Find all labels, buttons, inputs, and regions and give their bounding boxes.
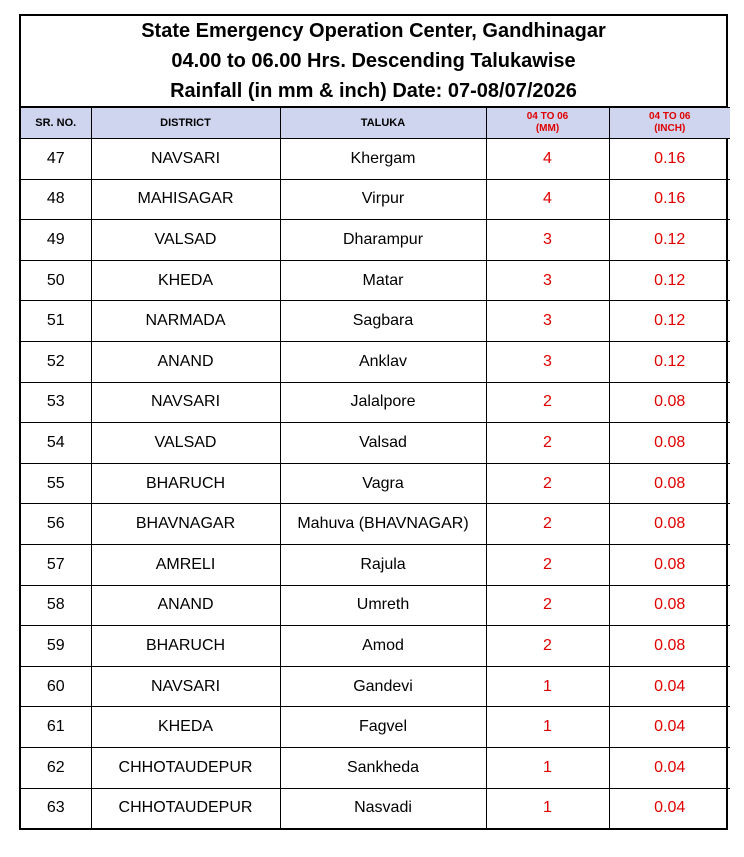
cell-rain-mm: 2	[486, 463, 609, 504]
table-row	[21, 626, 730, 667]
table-row	[21, 220, 730, 261]
cell-sr-no: 55	[21, 463, 91, 504]
cell-taluka: Vagra	[280, 463, 486, 504]
header-district: DISTRICT	[91, 108, 280, 139]
cell-district: NAVSARI	[91, 139, 280, 180]
cell-district: ANAND	[91, 585, 280, 626]
cell-district: KHEDA	[91, 260, 280, 301]
cell-rain-mm: 1	[486, 707, 609, 748]
table-row	[21, 788, 730, 828]
cell-sr-no: 52	[21, 341, 91, 382]
table-row	[21, 463, 730, 504]
cell-rain-mm: 2	[486, 544, 609, 585]
cell-sr-no: 62	[21, 747, 91, 788]
header-mm	[486, 108, 609, 139]
cell-taluka: Virpur	[280, 179, 486, 220]
cell-rain-mm: 4	[486, 179, 609, 220]
cell-rain-mm: 2	[486, 585, 609, 626]
cell-rain-inch: 0.12	[609, 260, 730, 301]
title-line-3: Rainfall (in mm & inch) Date: 07-08/07/2026	[170, 80, 577, 102]
table-row	[21, 423, 730, 464]
cell-district: NAVSARI	[91, 382, 280, 423]
cell-rain-inch: 0.04	[609, 788, 730, 828]
cell-rain-mm: 2	[486, 423, 609, 464]
cell-district: ANAND	[91, 341, 280, 382]
cell-sr-no: 50	[21, 260, 91, 301]
cell-rain-mm: 2	[486, 626, 609, 667]
table-row	[21, 504, 730, 545]
cell-taluka: Jalalpore	[280, 382, 486, 423]
cell-district: VALSAD	[91, 220, 280, 261]
table-row	[21, 139, 730, 180]
cell-rain-inch: 0.04	[609, 747, 730, 788]
cell-rain-inch: 0.04	[609, 707, 730, 748]
cell-district: CHHOTAUDEPUR	[91, 788, 280, 828]
cell-district: NARMADA	[91, 301, 280, 342]
cell-district: KHEDA	[91, 707, 280, 748]
table-row	[21, 301, 730, 342]
cell-taluka: Sagbara	[280, 301, 486, 342]
cell-district: BHAVNAGAR	[91, 504, 280, 545]
header-inch	[609, 108, 730, 139]
header-mm-line2: (MM)	[535, 123, 560, 134]
cell-rain-mm: 3	[486, 301, 609, 342]
cell-taluka: Gandevi	[280, 666, 486, 707]
cell-rain-inch: 0.12	[609, 341, 730, 382]
cell-taluka: Umreth	[280, 585, 486, 626]
rainfall-table	[21, 107, 730, 828]
cell-district: BHARUCH	[91, 463, 280, 504]
cell-taluka: Rajula	[280, 544, 486, 585]
cell-rain-inch: 0.12	[609, 301, 730, 342]
cell-taluka: Sankheda	[280, 747, 486, 788]
cell-taluka: Mahuva (BHAVNAGAR)	[280, 504, 486, 545]
cell-sr-no: 51	[21, 301, 91, 342]
rainfall-report	[19, 14, 728, 830]
header-inch-line1: 04 TO 06	[648, 111, 691, 122]
cell-rain-mm: 4	[486, 139, 609, 180]
report-title	[21, 16, 726, 107]
header-sr-no: SR. NO.	[21, 108, 91, 139]
cell-sr-no: 49	[21, 220, 91, 261]
table-row	[21, 585, 730, 626]
cell-taluka: Fagvel	[280, 707, 486, 748]
cell-rain-inch: 0.04	[609, 666, 730, 707]
cell-taluka: Matar	[280, 260, 486, 301]
cell-taluka: Khergam	[280, 139, 486, 180]
table-row	[21, 707, 730, 748]
cell-sr-no: 63	[21, 788, 91, 828]
cell-taluka: Valsad	[280, 423, 486, 464]
cell-sr-no: 60	[21, 666, 91, 707]
table-row	[21, 382, 730, 423]
cell-rain-inch: 0.08	[609, 382, 730, 423]
cell-district: MAHISAGAR	[91, 179, 280, 220]
cell-district: AMRELI	[91, 544, 280, 585]
title-line-1: State Emergency Operation Center, Gandhinagar	[141, 20, 606, 42]
cell-rain-mm: 2	[486, 504, 609, 545]
cell-taluka: Anklav	[280, 341, 486, 382]
cell-rain-mm: 1	[486, 747, 609, 788]
cell-rain-inch: 0.16	[609, 179, 730, 220]
cell-taluka: Dharampur	[280, 220, 486, 261]
cell-sr-no: 57	[21, 544, 91, 585]
cell-sr-no: 59	[21, 626, 91, 667]
header-mm-line1: 04 TO 06	[526, 111, 569, 122]
table-row	[21, 260, 730, 301]
cell-sr-no: 56	[21, 504, 91, 545]
cell-district: BHARUCH	[91, 626, 280, 667]
cell-taluka: Amod	[280, 626, 486, 667]
table-row	[21, 341, 730, 382]
header-inch-line2: (INCH)	[654, 123, 686, 134]
cell-rain-mm: 1	[486, 666, 609, 707]
cell-rain-mm: 3	[486, 341, 609, 382]
cell-rain-inch: 0.08	[609, 585, 730, 626]
cell-sr-no: 61	[21, 707, 91, 748]
cell-rain-inch: 0.08	[609, 504, 730, 545]
cell-district: CHHOTAUDEPUR	[91, 747, 280, 788]
table-row	[21, 544, 730, 585]
cell-rain-inch: 0.16	[609, 139, 730, 180]
cell-sr-no: 58	[21, 585, 91, 626]
cell-rain-mm: 3	[486, 260, 609, 301]
cell-rain-inch: 0.08	[609, 463, 730, 504]
title-line-2: 04.00 to 06.00 Hrs. Descending Talukawise	[171, 50, 576, 72]
cell-rain-inch: 0.08	[609, 544, 730, 585]
cell-sr-no: 53	[21, 382, 91, 423]
cell-rain-mm: 3	[486, 220, 609, 261]
table-row	[21, 747, 730, 788]
table-row	[21, 179, 730, 220]
cell-rain-mm: 1	[486, 788, 609, 828]
table-header-row	[21, 108, 730, 139]
cell-rain-inch: 0.08	[609, 423, 730, 464]
cell-rain-inch: 0.08	[609, 626, 730, 667]
cell-sr-no: 47	[21, 139, 91, 180]
cell-rain-inch: 0.12	[609, 220, 730, 261]
cell-taluka: Nasvadi	[280, 788, 486, 828]
cell-rain-mm: 2	[486, 382, 609, 423]
table-row	[21, 666, 730, 707]
cell-district: VALSAD	[91, 423, 280, 464]
cell-sr-no: 54	[21, 423, 91, 464]
header-taluka: TALUKA	[280, 108, 486, 139]
cell-sr-no: 48	[21, 179, 91, 220]
cell-district: NAVSARI	[91, 666, 280, 707]
